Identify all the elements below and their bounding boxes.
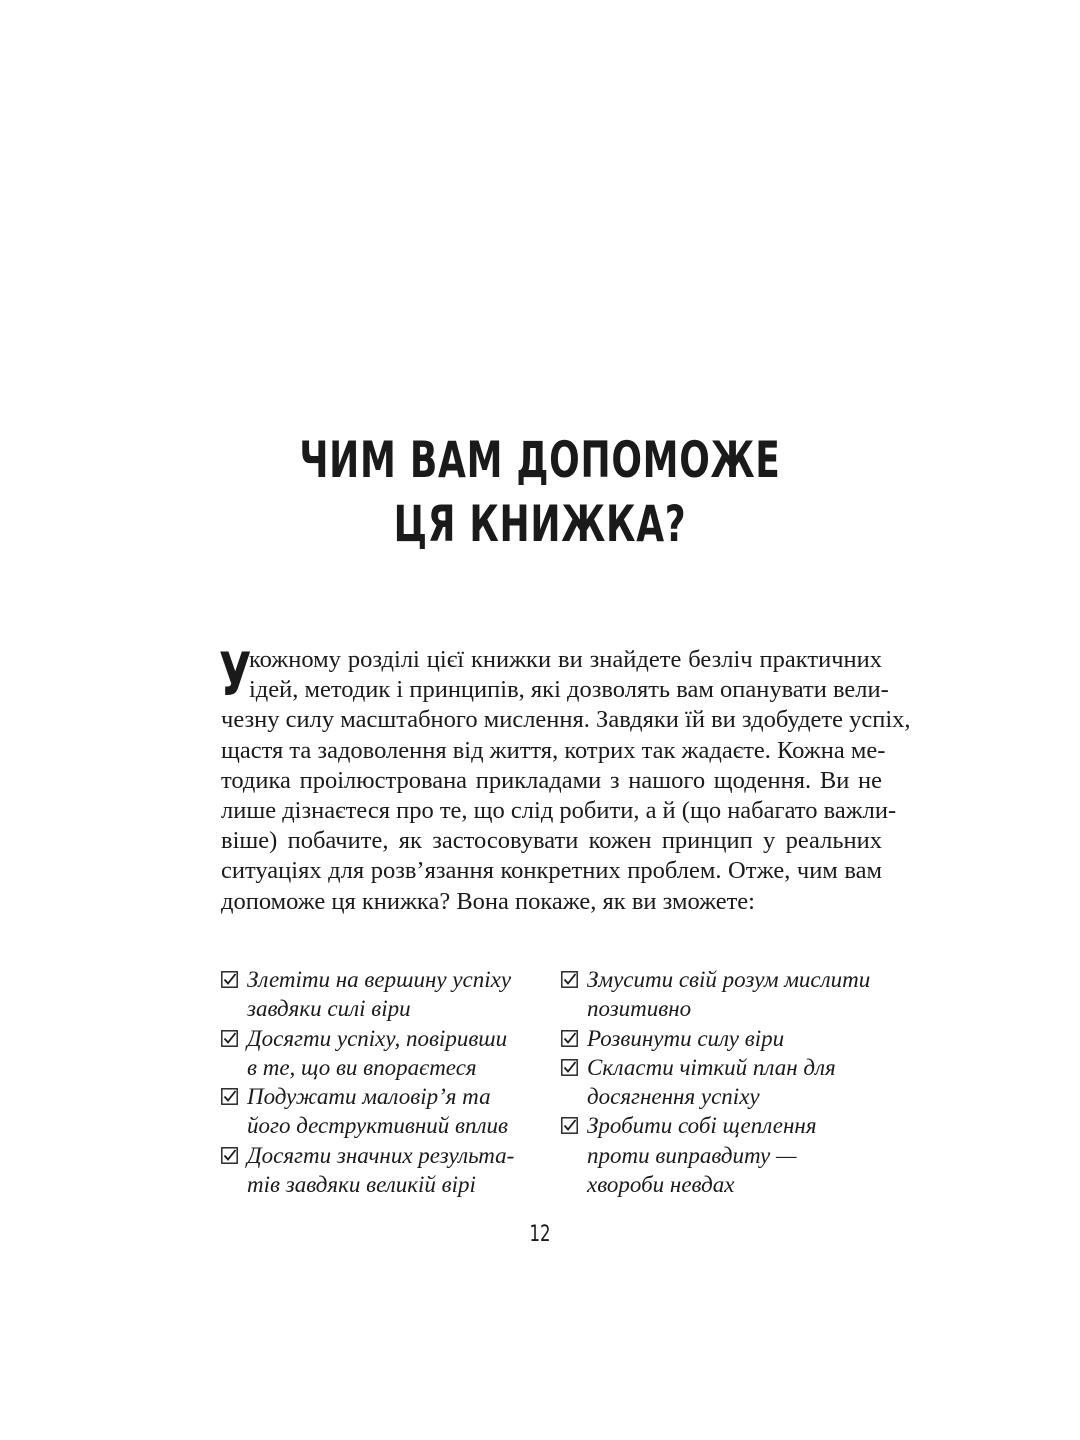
checklist-item-text: хвороби невдах: [587, 1172, 735, 1198]
checkbox-checked-icon: [221, 1088, 238, 1105]
checklist-item-text: Досягти значних результа-: [247, 1142, 515, 1168]
checklist-item: [561, 1053, 881, 1112]
checkbox-checked-icon: [221, 971, 238, 988]
checklist-item: [221, 1024, 541, 1083]
checkbox-checked-icon: [561, 1030, 578, 1047]
checklist-left-column: [221, 965, 541, 1199]
checkbox-checked-icon: [561, 971, 578, 988]
checkbox-checked-icon: [561, 1059, 578, 1076]
chapter-title-line-2: ЦЯ КНИЖКА?: [393, 495, 687, 553]
checklist-item-text: позитивно: [587, 996, 692, 1022]
checklist-item-text: завдяки силі віри: [247, 996, 411, 1022]
checkbox-checked-icon: [221, 1030, 238, 1047]
intro-line: допоможе ця книжка? Вона покаже, як ви зможете:: [221, 887, 755, 915]
intro-paragraph: [219, 640, 911, 917]
intro-line: лише дізнаєтеся про те, що слід робити, а й (що набагато важли-: [221, 797, 897, 825]
drop-cap: У: [219, 640, 252, 710]
intro-line: чезну силу масштабного мислення. Завдяки їй ви здобудете успіх,: [221, 706, 911, 734]
checklist-item: [561, 1024, 881, 1053]
intro-line: віше) побачите, як застосовувати кожен принцип у реальних: [221, 827, 882, 855]
checklist-item-text: Досягти успіху, повіривши: [247, 1025, 508, 1051]
checklist-item: [561, 1111, 881, 1199]
checklist-item: [561, 965, 881, 1024]
checklist-item-text: його деструктивний вплив: [247, 1113, 508, 1139]
intro-line: ситуаціях для розв’язання конкретних проблем. Отже, чим вам: [221, 857, 882, 885]
intro-line: ідей, методик і принципів, які дозволять вам опанувати вели-: [249, 676, 889, 704]
checklist-item-text: Злетіти на вершину успіху: [247, 967, 512, 992]
checklist-item-text: Подужати маловір’я та: [247, 1084, 491, 1110]
checklist-item-text: проти виправдиту —: [587, 1142, 797, 1168]
checklist-item-text: досягнення успіху: [587, 1084, 760, 1110]
checkbox-checked-icon: [561, 1117, 578, 1134]
checklist-item: [221, 965, 541, 1024]
checklist-item: [221, 1141, 541, 1200]
checklist-item-text: тів завдяки великій вірі: [247, 1172, 476, 1198]
checklist-item-text: Скласти чіткий план для: [587, 1054, 836, 1080]
checklist-item-text: Змусити свій розум мислити: [587, 967, 871, 992]
checklist-item: [221, 1082, 541, 1141]
checklist-right-column: [561, 965, 881, 1199]
checklist-item-text: в те, що ви впораєтеся: [247, 1054, 477, 1080]
page-number: 12: [529, 1222, 551, 1247]
chapter-title-line-1: ЧИМ ВАМ ДОПОМОЖЕ: [299, 431, 781, 489]
intro-line: кожному розділі цієї книжки ви знайдете безліч практичних: [249, 646, 882, 673]
intro-line: щастя та задоволення від життя, котрих так жадаєте. Кожна ме-: [221, 736, 886, 764]
checklist-item-text: Розвинути силу віри: [587, 1025, 785, 1051]
intro-line: тодика проілюстрована прикладами з нашого щодення. Ви не: [221, 766, 882, 794]
chapter-title: [151, 428, 929, 556]
checkbox-checked-icon: [221, 1147, 238, 1164]
checklist-item-text: Зробити собі щеплення: [587, 1113, 817, 1139]
